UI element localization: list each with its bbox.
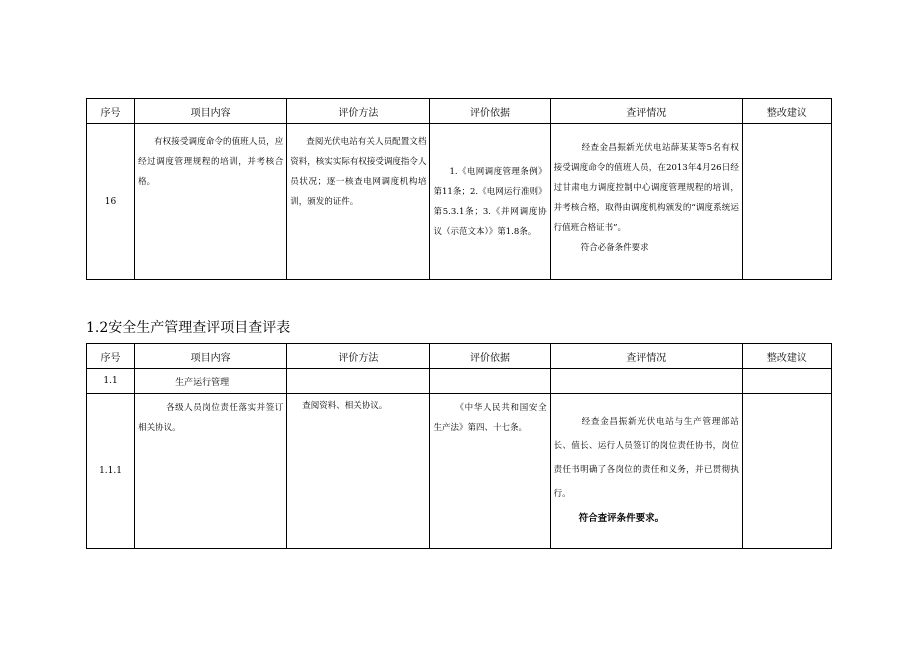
group-content: 生产运行管理 [135, 369, 287, 394]
row-no: 16 [87, 124, 135, 280]
row-conclusion: 符合必备条件要求 [580, 243, 649, 253]
row-method: 查阅资料、相关协议。 [302, 401, 388, 411]
header-content: 项目内容 [135, 344, 287, 369]
row-method: 查阅光伏电站有关人员配置文档资料，核实实际有权接受调度指令人员状况；逐一核查电网调度机构培训，颁发的证件。 [290, 137, 427, 207]
header-basis: 评价依据 [430, 99, 550, 124]
table-header-row [87, 344, 832, 369]
row-suggestion [742, 394, 831, 549]
row-basis: 1.《电网调度管理条例》第11条；2.《电网运行准则》第5.3.1条；3.《并网调度协议（示范文本）》第1.8条。 [433, 166, 547, 237]
header-no: 序号 [87, 344, 135, 369]
group-empty-cell [550, 369, 742, 394]
evaluation-table-1 [86, 98, 832, 280]
header-content: 项目内容 [135, 99, 287, 124]
header-situation: 查评情况 [550, 99, 742, 124]
row-conclusion: 符合查评条件要求。 [578, 513, 665, 524]
row-content-cell [135, 394, 287, 549]
row-situation: 经查金昌振新光伏电站薛某某等5名有权接受调度命令的值班人员，在2013年4月26日经过甘肃电力调度控制中心调度管理规程的培训，并考核合格，取得由调度机构颁发的“调度系统运行值班合格证书”。 [553, 143, 739, 233]
row-content: 各级人员岗位责任落实并签订相关协议。 [138, 403, 284, 433]
group-empty-cell [287, 369, 430, 394]
row-situation: 经查金昌振新光伏电站与生产管理部站长、值长、运行人员签订的岗位责任协书，岗位责任书明确了各岗位的责任和义务，并已贯彻执行。 [553, 417, 739, 499]
header-method: 评价方法 [287, 99, 430, 124]
row-basis-cell [430, 124, 550, 280]
row-basis: 《中华人民共和国安全生产法》第四、十七条。 [433, 403, 547, 433]
row-no: 1.1.1 [87, 394, 135, 549]
table-header-row [87, 99, 832, 124]
section-title: 1.2安全生产管理查评项目查评表 [86, 320, 291, 336]
row-suggestion [742, 124, 831, 280]
group-empty-cell [430, 369, 550, 394]
row-basis-cell [430, 394, 550, 549]
header-basis: 评价依据 [430, 344, 550, 369]
table-group-row [87, 369, 832, 394]
row-content: 有权接受调度命令的值班人员，应经过调度管理规程的培训，并考核合格。 [138, 137, 284, 187]
row-content-cell [135, 124, 287, 280]
group-empty-cell [742, 369, 831, 394]
row-situation-cell [550, 394, 742, 549]
header-situation: 查评情况 [550, 344, 742, 369]
header-method: 评价方法 [287, 344, 430, 369]
group-no: 1.1 [87, 369, 135, 394]
evaluation-table-2 [86, 343, 832, 549]
table-row [87, 124, 832, 280]
table-row [87, 394, 832, 549]
row-method-cell [287, 394, 430, 549]
row-method-cell [287, 124, 430, 280]
header-suggestion: 整改建议 [742, 344, 831, 369]
row-situation-cell [550, 124, 742, 280]
header-suggestion: 整改建议 [742, 99, 831, 124]
header-no: 序号 [87, 99, 135, 124]
